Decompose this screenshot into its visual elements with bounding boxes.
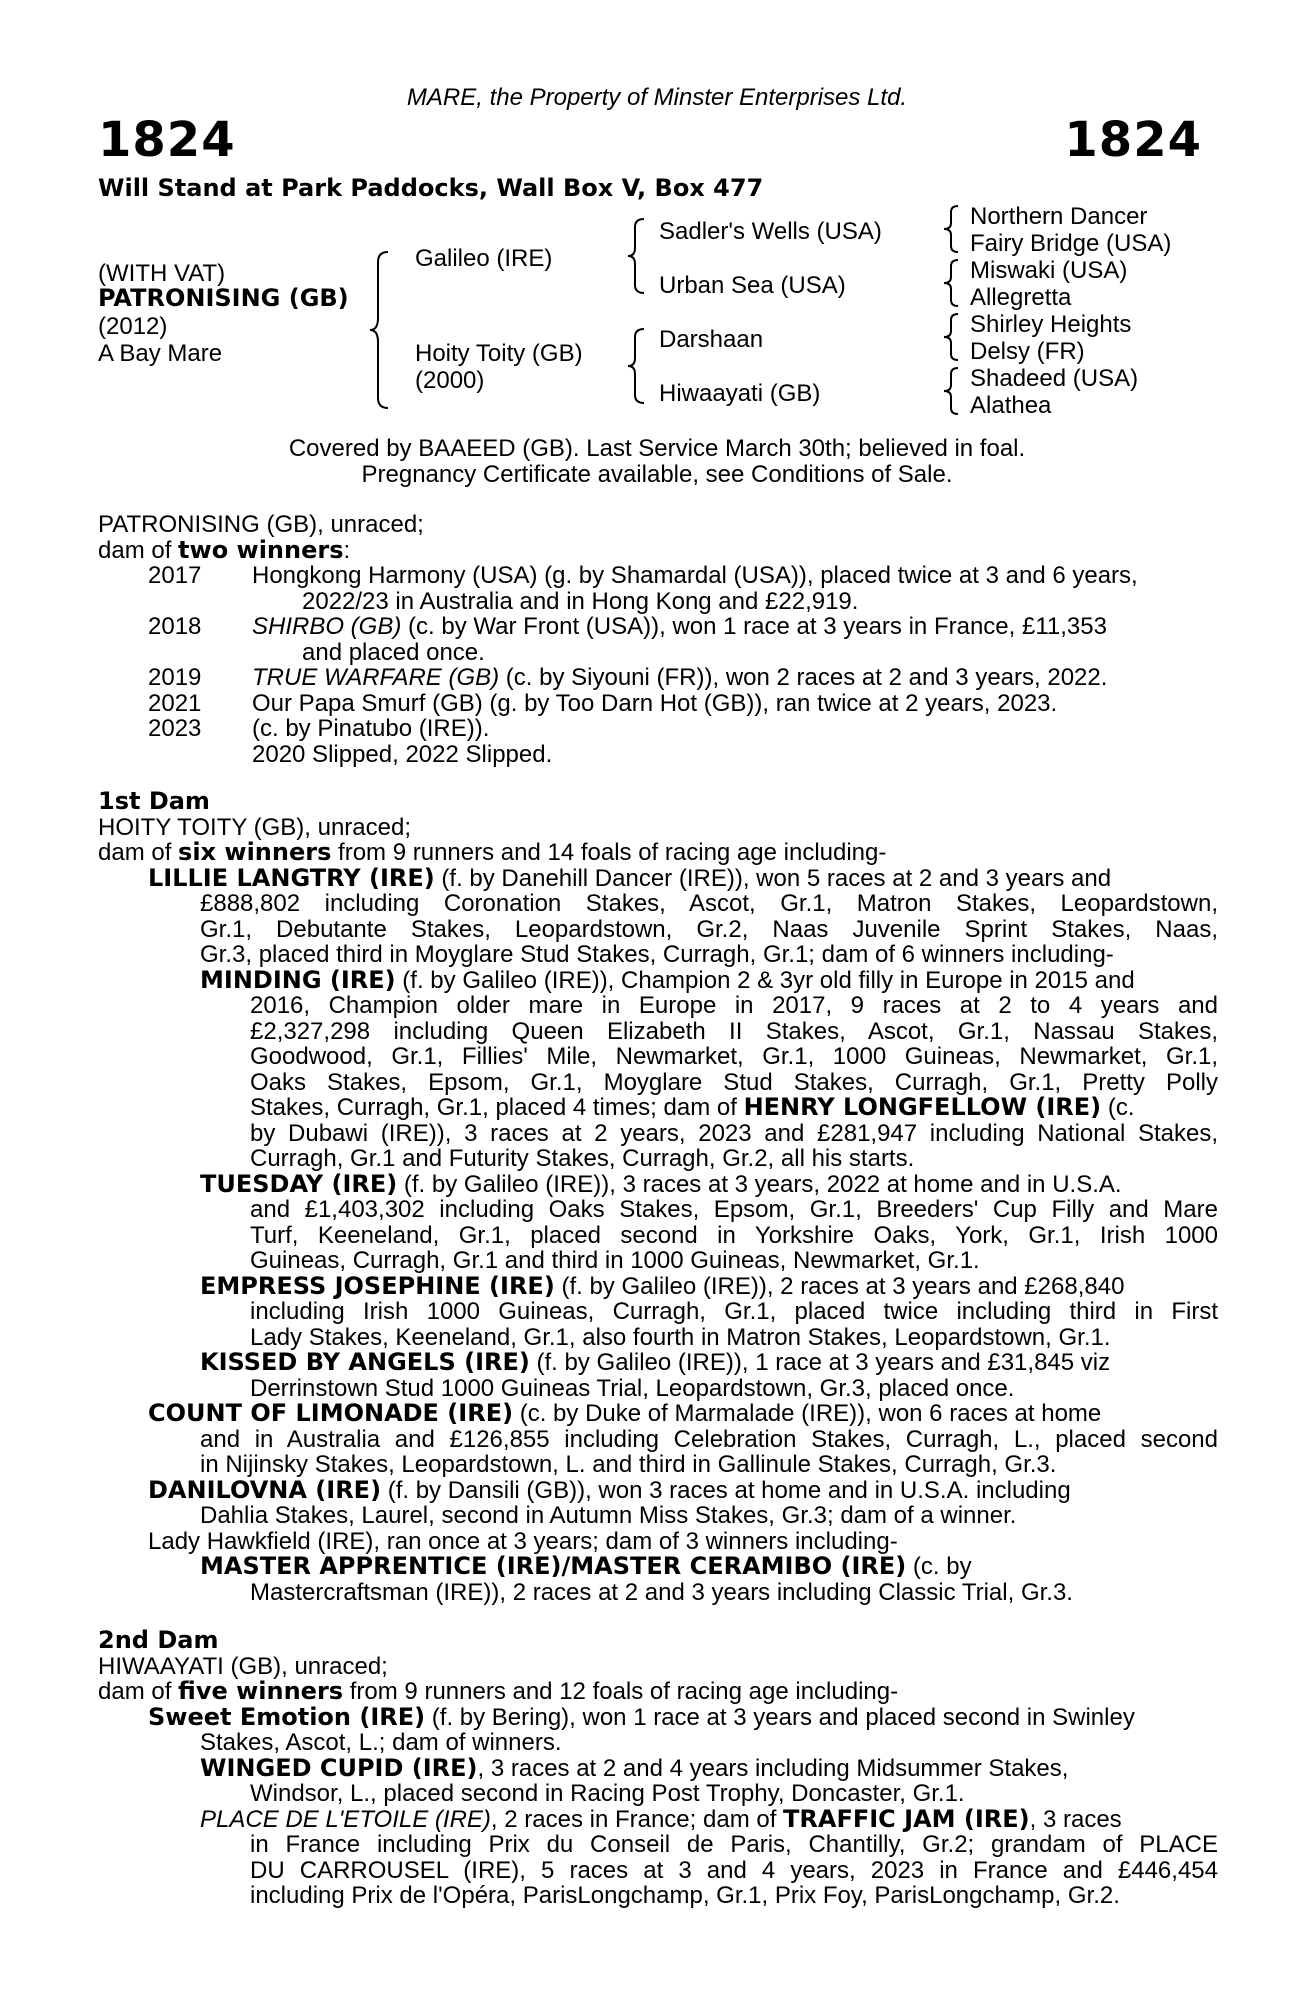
dam-intro: HOITY TOITY (GB), unraced; [98,813,411,841]
brace-icon [942,203,964,255]
list-item: including Prix de l'Opéra, ParisLongchamp, Gr.1, Prix Foy, ParisLongchamp, Gr.2. [250,1882,1120,1909]
great-grandparent-2: Fairy Bridge (USA) [970,230,1172,257]
brace-icon [942,257,964,309]
list-item: 2018 SHIRBO (GB) (c. by War Front (USA)), won 1 race at 3 years in France, £11,353 [148,613,1107,640]
list-item: Gr.3, placed third in Moyglare Stud Stakes, Curragh, Gr.1; dam of 6 winners including- [200,941,1114,968]
list-item: Gr.1, Debutante Stakes, Leopardstown, Gr.2, Naas Juvenile Sprint Stakes, Naas, [200,915,1218,943]
dam-intro: HIWAAYATI (GB), unraced; [98,1652,388,1680]
grandsire-paternal: Sadler's Wells (USA) [659,218,882,245]
list-item: Oaks Stakes, Epsom, Gr.1, Moyglare Stud Stakes, Curragh, Gr.1, Pretty Polly [250,1068,1218,1096]
list-item: by Dubawi (IRE)), 3 races at 2 years, 2023 and £281,947 including National Stakes, [250,1119,1218,1147]
vat-note: (WITH VAT) [98,260,226,287]
list-item: and in Australia and £126,855 including Celebration Stakes, Curragh, L., placed second [200,1425,1218,1453]
list-item: MASTER APPRENTICE (IRE)/MASTER CERAMIBO (IRE) (c. by [200,1552,972,1580]
list-item: 2019 TRUE WARFARE (GB) (c. by Siyouni (FR)), won 2 races at 2 and 3 years, 2022. [148,664,1108,691]
pregnancy-note: Pregnancy Certificate available, see Conditions of Sale. [361,461,953,488]
list-item: Turf, Keeneland, Gr.1, placed second in Yorkshire Oaks, York, Gr.1, Irish 1000 [250,1221,1218,1249]
section-heading: 2nd Dam [98,1626,219,1654]
list-item: Lady Hawkfield (IRE), ran once at 3 years; dam of 3 winners including- [148,1527,898,1555]
sire-name: Galileo (IRE) [415,245,553,272]
list-item: 2020 Slipped, 2022 Slipped. [252,740,553,768]
list-item: in Nijinsky Stakes, Leopardstown, L. and third in Gallinule Stakes, Curragh, Gr.3. [200,1451,1057,1478]
great-grandparent-4: Allegretta [970,284,1072,311]
list-item: TUESDAY (IRE) (f. by Galileo (IRE)), 3 races at 3 years, 2022 at home and in U.S.A. [200,1169,1122,1198]
list-item: 2022/23 in Australia and in Hong Kong and £22,919. [302,587,859,615]
stand-location: Will Stand at Park Paddocks, Wall Box V, Box 477 [98,174,764,202]
list-item: PLACE DE L'ETOILE (IRE), 2 races in France; dam of TRAFFIC JAM (IRE), 3 races [200,1804,1122,1833]
great-grandparent-5: Shirley Heights [970,311,1132,338]
granddam-maternal: Hiwaayati (GB) [659,380,821,407]
list-item: Lady Stakes, Keeneland, Gr.1, also fourth in Matron Stakes, Leopardstown, Gr.1. [250,1323,1111,1351]
section-heading: 1st Dam [98,787,210,815]
list-item: Sweet Emotion (IRE) (f. by Bering), won 1 race at 3 years and placed second in Swinley [148,1702,1135,1731]
list-item: KISSED BY ANGELS (IRE) (f. by Galileo (IRE)), 1 race at 3 years and £31,845 viz [200,1348,1111,1376]
great-grandparent-3: Miswaki (USA) [970,257,1128,284]
list-item: Stakes, Curragh, Gr.1, placed 4 times; dam of HENRY LONGFELLOW (IRE) (c. [250,1093,1135,1121]
list-item: and £1,403,302 including Oaks Stakes, Epsom, Gr.1, Breeders' Cup Filly and Mare [250,1196,1218,1223]
list-item: Curragh, Gr.1 and Futurity Stakes, Curragh, Gr.2, all his starts. [250,1145,915,1172]
brace-icon [626,215,650,297]
horse-year: (2012) [98,313,168,340]
list-item: DU CARROUSEL (IRE), 5 races at 3 and 4 years, 2023 in France and £446,454 [250,1856,1218,1884]
grandsire-maternal: Darshaan [659,326,764,353]
granddam-paternal: Urban Sea (USA) [659,272,846,299]
brace-icon [942,365,964,417]
list-item: DANILOVNA (IRE) (f. by Dansili (GB)), won 3 races at home and in U.S.A. including [148,1475,1071,1504]
brace-icon [942,311,964,363]
list-item: £888,802 including Coronation Stakes, Ascot, Gr.1, Matron Stakes, Leopardstown, [200,890,1218,917]
second-dam-section [98,1628,1218,1909]
horse-description: A Bay Mare [98,340,223,367]
great-grandparent-6: Delsy (FR) [970,338,1085,365]
lot-number-left: 1824 [98,112,236,168]
produce-dam-of: dam of two winners: [98,535,351,564]
list-item: 2017 Hongkong Harmony (USA) (g. by Shamardal (USA)), placed twice at 3 and 6 years, [148,562,1138,589]
great-grandparent-7: Shadeed (USA) [970,365,1139,392]
list-item: Derrinstown Stud 1000 Guineas Trial, Leopardstown, Gr.3, placed once. [250,1374,1015,1402]
dam-year: (2000) [415,367,485,394]
dam-of: dam of five winners from 9 runners and 12 foals of racing age including- [98,1677,899,1705]
first-dam-section [98,789,1218,1605]
produce-record [98,512,1218,767]
brace-icon [626,325,650,407]
list-item: Dahlia Stakes, Laurel, second in Autumn Miss Stakes, Gr.3; dam of a winner. [200,1502,1017,1529]
dam-of: dam of six winners from 9 runners and 14 foals of racing age including- [98,838,887,866]
list-item: EMPRESS JOSEPHINE (IRE) (f. by Galileo (IRE)), 2 races at 3 years and £268,840 [200,1271,1125,1300]
list-item: WINGED CUPID (IRE), 3 races at 2 and 4 years including Midsummer Stakes, [200,1753,1069,1782]
horse-name: PATRONISING (GB) [98,284,349,312]
list-item: Mastercraftsman (IRE)), 2 races at 2 and 3 years including Classic Trial, Gr.3. [250,1578,1073,1606]
list-item: and placed once. [302,638,485,666]
list-item: 2021 Our Papa Smurf (GB) (g. by Too Darn Hot (GB)), ran twice at 2 years, 2023. [148,689,1058,717]
list-item: Guineas, Curragh, Gr.1 and third in 1000 Guineas, Newmarket, Gr.1. [250,1247,980,1274]
list-item: including Irish 1000 Guineas, Curragh, Gr.1, placed twice including third in First [250,1298,1218,1325]
list-item: LILLIE LANGTRY (IRE) (f. by Danehill Dancer (IRE)), won 5 races at 2 and 3 years and [148,863,1112,892]
list-item: Stakes, Ascot, L.; dam of winners. [200,1729,562,1756]
list-item: Goodwood, Gr.1, Fillies' Mile, Newmarket, Gr.1, 1000 Guineas, Newmarket, Gr.1, [250,1043,1218,1070]
great-grandparent-1: Northern Dancer [970,203,1148,230]
list-item: in France including Prix du Conseil de Paris, Chantilly, Gr.2; grandam of PLACE [250,1831,1218,1858]
list-item: £2,327,298 including Queen Elizabeth II Stakes, Ascot, Gr.1, Nassau Stakes, [250,1017,1218,1045]
list-item: Windsor, L., placed second in Racing Post Trophy, Doncaster, Gr.1. [250,1780,965,1807]
covered-note: Covered by BAAEED (GB). Last Service March 30th; believed in foal. [288,435,1026,462]
list-item: 2023 (c. by Pinatubo (IRE)). [148,715,490,742]
catalogue-subtitle: MARE, the Property of Minster Enterprises Ltd. [406,84,908,111]
great-grandparent-8: Alathea [970,392,1052,419]
list-item: 2016, Champion older mare in Europe in 2017, 9 races at 2 to 4 years and [250,992,1218,1019]
brace-icon [368,248,396,412]
lot-number-right: 1824 [1064,112,1202,168]
list-item: COUNT OF LIMONADE (IRE) (c. by Duke of Marmalade (IRE)), won 6 races at home [148,1399,1102,1427]
produce-intro: PATRONISING (GB), unraced; [98,511,424,538]
list-item: MINDING (IRE) (f. by Galileo (IRE)), Champion 2 & 3yr old filly in Europe in 2015 and [200,965,1135,994]
dam-name: Hoity Toity (GB) [415,340,583,367]
